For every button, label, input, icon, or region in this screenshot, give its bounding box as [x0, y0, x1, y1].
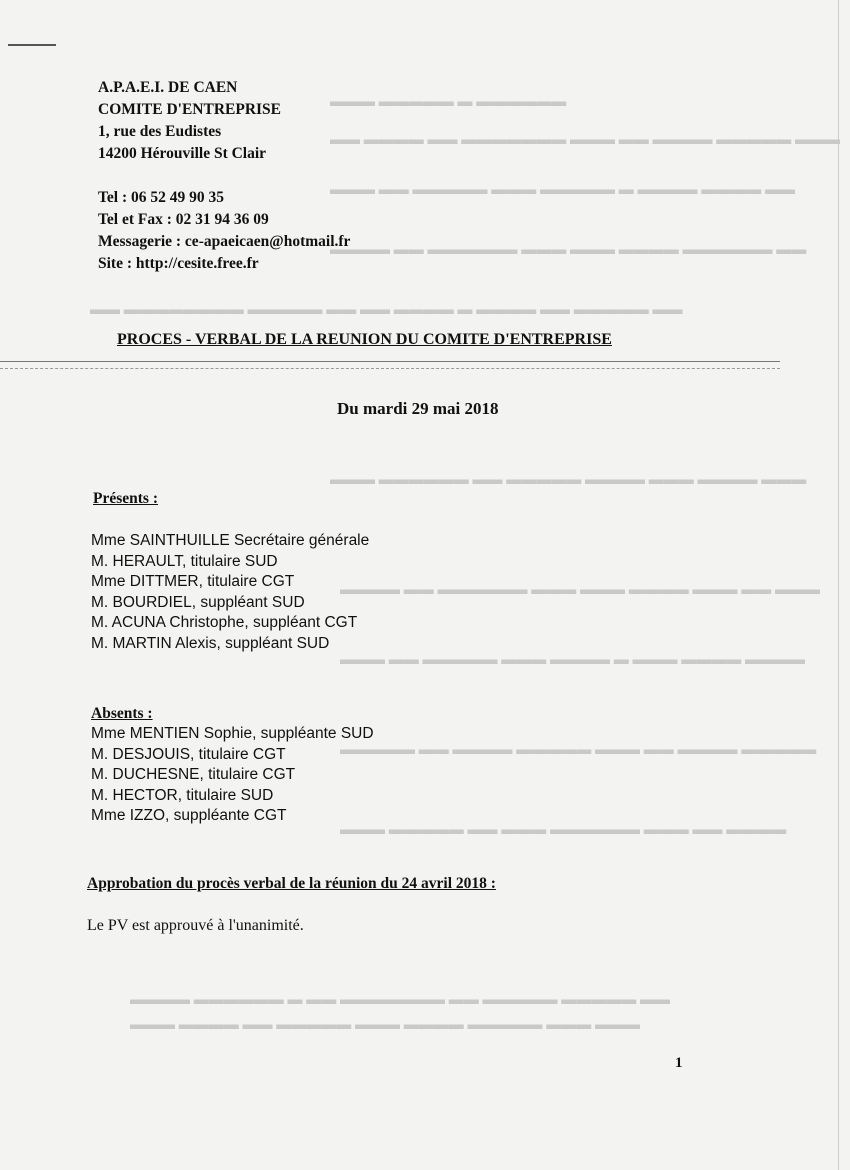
- divider-dashed: [0, 368, 780, 370]
- document-title: PROCES - VERBAL DE LA REUNION DU COMITE D'ENTREPRISE: [117, 331, 612, 348]
- bleed-through: ▬▬▬ ▬▬ ▬▬▬▬▬ ▬▬▬ ▬▬▬▬ ▬ ▬▬▬ ▬▬▬▬ ▬▬▬▬: [340, 652, 805, 668]
- list-item: M. HECTOR, titulaire SUD: [91, 786, 274, 804]
- email: Messagerie : ce-apaeicaen@hotmail.fr: [98, 233, 351, 250]
- list-item: Mme DITTMER, titulaire CGT: [91, 573, 295, 591]
- page-number: 1: [675, 1055, 683, 1071]
- bleed-through: ▬▬▬▬ ▬▬▬▬▬▬ ▬ ▬▬ ▬▬▬▬▬▬▬ ▬▬ ▬▬▬▬▬ ▬▬▬▬▬ ▬▬: [130, 992, 670, 1008]
- approval-heading: Approbation du procès verbal de la réunion du 24 avril 2018 :: [87, 875, 496, 892]
- list-item: M. MARTIN Alexis, suppléant SUD: [91, 634, 330, 652]
- bleed-through: ▬▬ ▬▬▬▬ ▬▬ ▬▬▬▬▬▬▬ ▬▬▬ ▬▬ ▬▬▬▬ ▬▬▬▬▬ ▬▬▬: [330, 132, 840, 148]
- letterhead: [98, 77, 350, 275]
- list-item: M. HERAULT, titulaire SUD: [91, 552, 278, 570]
- absents-heading: Absents :: [91, 705, 153, 722]
- city-address: 14200 Hérouville St Clair: [98, 145, 267, 162]
- list-item: Mme IZZO, suppléante CGT: [91, 807, 287, 825]
- department: COMITE D'ENTREPRISE: [98, 101, 282, 118]
- list-item: M. BOURDIEL, suppléant SUD: [91, 593, 305, 611]
- list-item: Mme MENTIEN Sophie, suppléante SUD: [91, 725, 374, 742]
- meeting-date: Du mardi 29 mai 2018: [337, 399, 499, 418]
- bleed-through: ▬▬▬▬ ▬▬ ▬▬▬▬▬▬ ▬▬▬ ▬▬▬ ▬▬▬▬ ▬▬▬ ▬▬ ▬▬▬: [340, 582, 820, 598]
- scan-mark: [8, 44, 56, 46]
- absents-list: [91, 724, 374, 827]
- bleed-through: ▬▬▬ ▬▬ ▬▬▬▬▬ ▬▬▬ ▬▬▬▬▬ ▬ ▬▬▬▬ ▬▬▬▬ ▬▬: [330, 182, 795, 198]
- presents-heading: Présents :: [93, 490, 158, 507]
- list-item: M. ACUNA Christophe, suppléant CGT: [91, 614, 358, 632]
- bleed-through: ▬▬ ▬▬▬▬▬▬▬▬ ▬▬▬▬▬ ▬▬ ▬▬ ▬▬▬▬ ▬ ▬▬▬▬ ▬▬ ▬▬▬▬▬ ▬▬: [90, 302, 683, 318]
- list-item: Mme SAINTHUILLE Secrétaire générale: [91, 532, 370, 549]
- bleed-through: ▬▬▬▬▬ ▬▬ ▬▬▬▬ ▬▬▬▬▬ ▬▬▬ ▬▬ ▬▬▬▬ ▬▬▬▬▬: [340, 742, 817, 758]
- divider: [0, 361, 780, 362]
- phone: Tel : 06 52 49 90 35: [98, 189, 225, 206]
- approval-text: Le PV est approuvé à l'unanimité.: [87, 917, 304, 934]
- bleed-through: ▬▬▬ ▬▬▬▬▬ ▬ ▬▬▬▬▬▬: [330, 94, 567, 110]
- list-item: M. DESJOUIS, titulaire CGT: [91, 745, 286, 763]
- bleed-through: ▬▬▬ ▬▬▬▬ ▬▬ ▬▬▬▬▬ ▬▬▬ ▬▬▬▬ ▬▬▬▬▬ ▬▬▬ ▬▬▬: [130, 1017, 640, 1033]
- presents-list: [91, 531, 369, 655]
- org-name: A.P.A.E.I. DE CAEN: [98, 79, 238, 96]
- bleed-through: ▬▬▬ ▬▬▬▬▬▬ ▬▬ ▬▬▬▬▬ ▬▬▬▬ ▬▬▬ ▬▬▬▬ ▬▬▬: [330, 472, 807, 488]
- website: Site : http://cesite.free.fr: [98, 255, 259, 272]
- list-item: M. DUCHESNE, titulaire CGT: [91, 766, 296, 784]
- bleed-through: ▬▬▬ ▬▬▬▬▬ ▬▬ ▬▬▬ ▬▬▬▬▬▬ ▬▬▬ ▬▬ ▬▬▬▬: [340, 822, 787, 838]
- street-address: 1, rue des Eudistes: [98, 123, 222, 140]
- bleed-through: ▬▬▬▬ ▬▬ ▬▬▬▬▬▬ ▬▬▬ ▬▬▬ ▬▬▬▬ ▬▬▬▬▬▬ ▬▬: [330, 242, 807, 258]
- fax: Tel et Fax : 02 31 94 36 09: [98, 211, 269, 228]
